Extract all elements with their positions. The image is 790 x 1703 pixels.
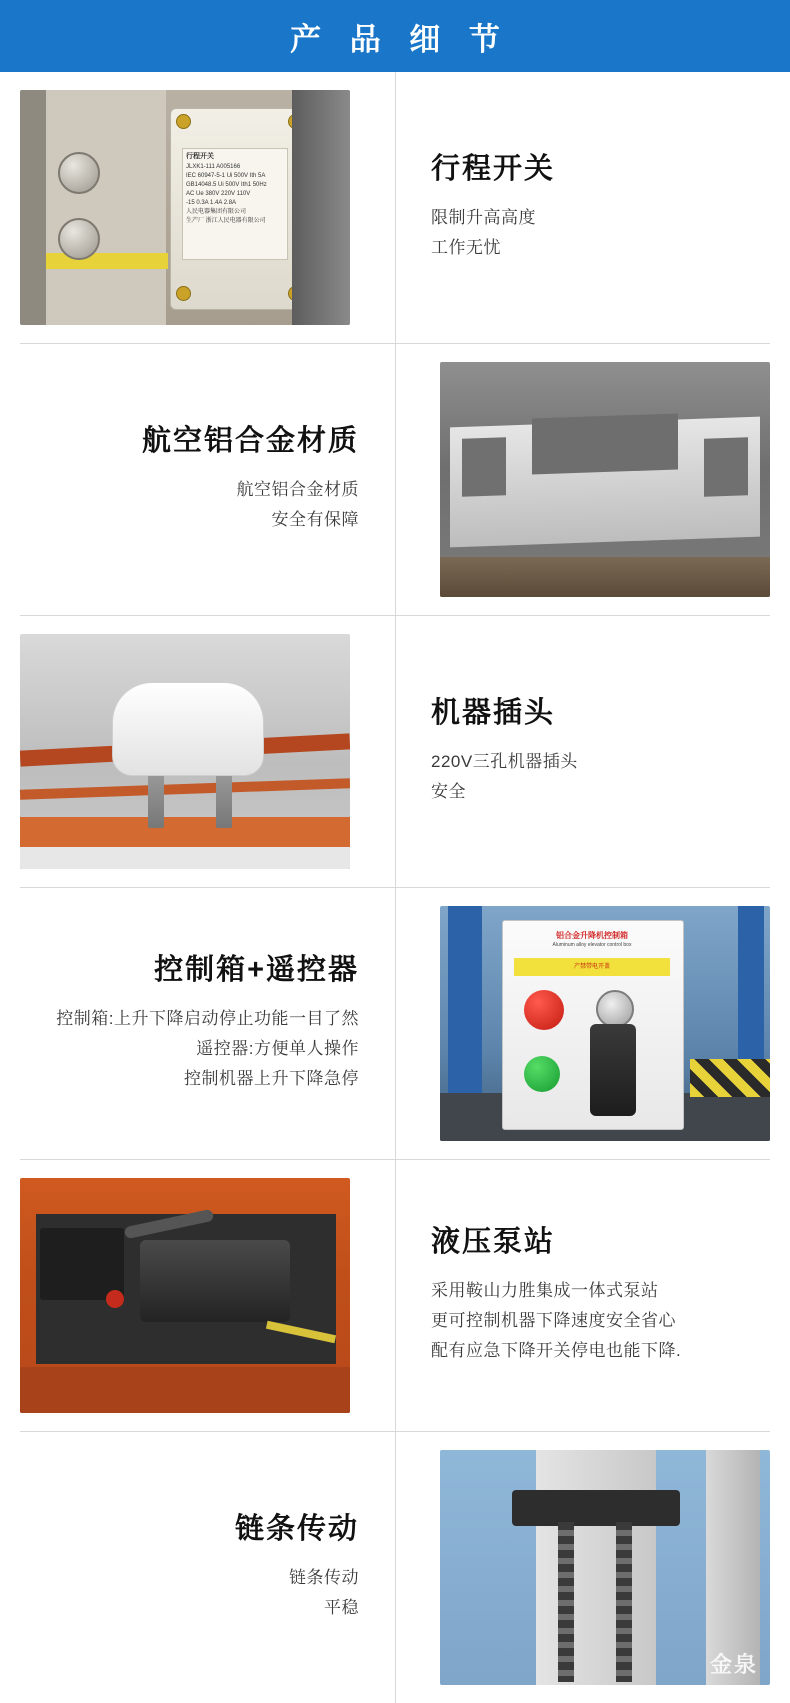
switch-label-row-2: AC Ue 380V 220V 110V	[186, 190, 251, 197]
feature-text-cell	[20, 1432, 395, 1703]
photo-detail	[176, 114, 191, 129]
switch-label-row-5: 生产厂 浙江人民电器有限公司	[186, 217, 266, 224]
photo-detail	[690, 1059, 770, 1097]
photo-detail	[20, 847, 350, 869]
feature-line: 采用鞍山力胜集成一体式泵站	[431, 1281, 659, 1301]
emergency-descend-button	[106, 1290, 124, 1308]
page-title: 产 品 细 节	[290, 21, 510, 57]
photo-detail	[58, 218, 100, 260]
photo-detail	[20, 778, 350, 800]
feature-image-cell	[20, 72, 395, 343]
photo-detail	[46, 90, 166, 325]
photo-detail	[216, 772, 232, 828]
rise-button	[524, 1056, 560, 1092]
control-box-title: 铝合金升降机控制箱	[556, 931, 628, 940]
photo-detail	[462, 437, 506, 497]
feature-text-cell	[395, 1160, 770, 1431]
photo-detail	[20, 90, 46, 325]
watermark: 金泉	[709, 1652, 758, 1677]
feature-image-cell	[20, 1160, 395, 1431]
photo-detail	[20, 1367, 350, 1413]
feature-line: 工作无忧	[431, 237, 501, 257]
machine-plug-photo	[20, 634, 350, 869]
switch-label-row-0: IEC 60947-5-1 Ui 500V Ith 5A	[186, 172, 266, 179]
hydraulic-pump-photo	[20, 1178, 350, 1413]
switch-label-brand: 行程开关	[186, 153, 214, 160]
feature-image-cell	[395, 1432, 770, 1703]
feature-text-cell	[20, 344, 395, 615]
feature-text-cell	[395, 616, 770, 887]
aluminum-profile-photo	[440, 362, 770, 597]
feature-row-hydraulic-pump	[20, 1159, 770, 1431]
feature-line: 链条传动	[289, 1568, 359, 1588]
feature-line: 限制升高高度	[431, 208, 536, 228]
feature-title: 链条传动	[234, 1513, 359, 1546]
chain-drive-photo	[440, 1450, 770, 1685]
control-box-warning: 产禁带电开盖	[514, 958, 670, 976]
photo-detail	[58, 152, 100, 194]
feature-text-cell	[20, 888, 395, 1159]
switch-label-row-4: 人民电器集团有限公司	[186, 208, 247, 215]
photo-detail	[292, 90, 350, 325]
power-indicator-light	[524, 990, 564, 1030]
photo-detail	[704, 437, 748, 497]
key-switch	[596, 990, 634, 1028]
feature-text-cell	[395, 72, 770, 343]
photo-detail	[440, 557, 770, 597]
photo-detail	[176, 286, 191, 301]
feature-image-cell	[395, 888, 770, 1159]
feature-line: 安全	[431, 781, 466, 801]
limit-switch-photo	[20, 90, 350, 325]
feature-image-cell	[20, 616, 395, 887]
feature-line: 航空铝合金材质	[236, 480, 359, 500]
feature-title: 液压泵站	[431, 1226, 556, 1259]
feature-title: 行程开关	[431, 153, 556, 186]
photo-detail	[558, 1522, 574, 1682]
photo-detail	[512, 1490, 680, 1526]
feature-line: 遥控器:方便单人操作	[196, 1039, 359, 1059]
feature-line: 安全有保障	[271, 509, 359, 529]
photo-detail	[46, 253, 168, 269]
feature-line: 220V三孔机器插头	[431, 752, 578, 772]
photo-detail	[140, 1240, 290, 1322]
feature-line: 更可控制机器下降速度安全省心	[431, 1311, 676, 1331]
feature-image-cell	[395, 344, 770, 615]
switch-label-row-1: GB14048.5 Ui 500V Ith1 50Hz	[186, 181, 267, 188]
feature-title: 机器插头	[431, 697, 556, 730]
feature-row-limit-switch	[20, 72, 770, 343]
photo-detail	[536, 1450, 656, 1685]
switch-label-model: JLXK1-111	[186, 163, 215, 170]
feature-title: 航空铝合金材质	[141, 425, 359, 458]
photo-detail	[40, 1228, 124, 1300]
feature-row-plug	[20, 615, 770, 887]
feature-row-chain-drive	[20, 1431, 770, 1703]
switch-label-row-3: -15 0.3A 1.4A 2.8A	[186, 199, 237, 206]
page-header	[0, 0, 790, 72]
feature-row-control-box	[20, 887, 770, 1159]
feature-line: 平稳	[324, 1597, 359, 1617]
hanging-keys	[590, 1024, 636, 1116]
photo-detail	[148, 772, 164, 828]
photo-detail	[112, 682, 264, 776]
switch-label	[182, 148, 288, 260]
feature-line: 配有应急下降开关停电也能下降.	[431, 1340, 682, 1360]
switch-label-code: A005166	[216, 163, 241, 170]
feature-title: 控制箱+遥控器	[154, 954, 359, 987]
feature-line: 控制机器上升下降急停	[184, 1068, 359, 1088]
feature-row-aluminum	[20, 343, 770, 615]
feature-line: 控制箱:上升下降启动停止功能一目了然	[56, 1009, 359, 1029]
control-box-photo	[440, 906, 770, 1141]
control-box-subtitle: Aluminum alloy elevator control box	[552, 942, 632, 948]
photo-detail	[532, 413, 678, 474]
photo-detail	[616, 1522, 632, 1682]
